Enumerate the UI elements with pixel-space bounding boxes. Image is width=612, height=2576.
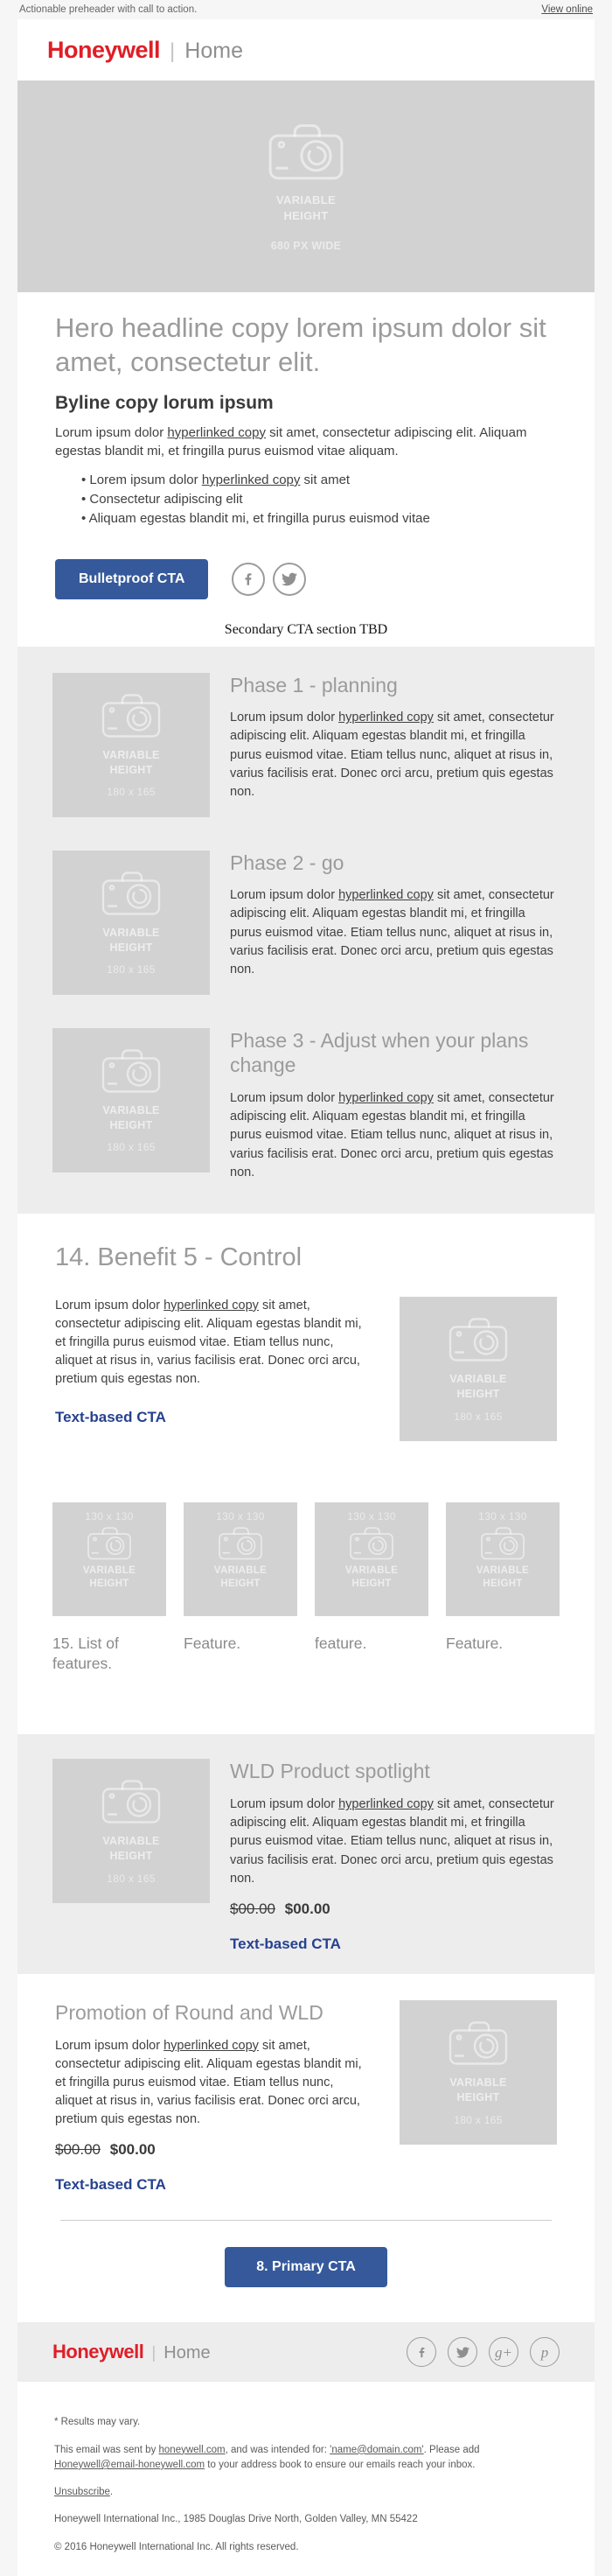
hero-byline: Byline copy lorum ipsum — [55, 392, 274, 413]
phase-title: Phase 2 - go — [230, 850, 344, 874]
features-section — [17, 1502, 595, 1735]
feature-caption: 15. List of features. — [52, 1634, 119, 1672]
legal-text: , and was intended for: — [225, 2444, 330, 2455]
camera-icon — [217, 1525, 264, 1561]
bullet-text: Aliquam egestas blandit mi, et fringilla purus euismod vitae — [88, 511, 430, 527]
hero-intro-paragraph — [55, 424, 557, 462]
bulletproof-cta-button[interactable]: Bulletproof CTA — [55, 559, 208, 599]
hyperlinked-copy-link[interactable]: hyperlinked copy — [163, 2038, 259, 2053]
phase-body — [230, 850, 560, 995]
sender-email-link[interactable]: Honeywell@email-honeywell.com — [54, 2459, 205, 2470]
bullet-item — [81, 471, 557, 490]
camera-icon — [447, 1315, 510, 1363]
thumb-size-label: 130 x 130 — [478, 1509, 527, 1522]
thumb-size-label: 130 x 130 — [85, 1509, 134, 1522]
hero-social-icons — [232, 563, 306, 596]
feature-thumbs-row — [52, 1502, 560, 1616]
bullet-list — [81, 471, 557, 529]
image-size-label: 180 x 165 — [107, 1872, 156, 1886]
body-text: sit amet, consectetur adipiscing elit. Aliquam egestas blandit mi, et fringilla purus euismod vitae. Etiam tellus nunc, aliquet at risus in, varius facilisis erat. Donec orci arcu, pretium quis egestas non. — [230, 888, 554, 976]
phase-image-placeholder — [52, 850, 210, 995]
feature-captions-row — [52, 1634, 560, 1735]
body-text: sit amet, consectetur adipiscing elit. Aliquam egestas blandit mi, et fringilla purus euismod vitae. Etiam tellus nunc, aliquet at risus in, varius facilisis erat. Donec orci arcu, pretium quis egestas non. — [230, 1091, 554, 1180]
honeywell-com-link[interactable]: honeywell.com — [158, 2444, 226, 2455]
unsubscribe-line — [54, 2485, 558, 2500]
phase-title: Phase 3 - Adjust when your plans change — [230, 1028, 529, 1077]
home-wordmark: Home — [184, 38, 243, 63]
intro-text: Lorum ipsum dolor — [55, 424, 168, 440]
bullet-item — [81, 509, 557, 528]
brand-divider: | — [151, 2344, 156, 2363]
footer-honeywell-home-logo[interactable] — [52, 2341, 211, 2363]
promotion-section — [17, 1974, 595, 2306]
promotion-image-placeholder — [400, 2000, 557, 2145]
section-divider — [60, 2220, 552, 2221]
intro-text: sit amet, consectetur adipiscing elit. Aliquam egestas blandit mi, et fringilla purus euismod vitae aliquam. — [55, 424, 527, 459]
bullet-text: sit amet — [300, 472, 351, 487]
text-based-cta-link[interactable]: Text-based CTA — [230, 1935, 341, 1952]
bullet-text: Consectetur adipiscing elit — [89, 492, 243, 508]
new-price: $00.00 — [284, 1900, 330, 1917]
facebook-icon[interactable] — [407, 2337, 436, 2367]
camera-icon — [100, 1777, 163, 1825]
twitter-icon[interactable] — [273, 563, 306, 596]
camera-icon — [100, 691, 163, 739]
pinterest-icon[interactable]: p — [530, 2337, 560, 2367]
thumb-size-label: 130 x 130 — [216, 1509, 265, 1522]
old-price: $00.00 — [55, 2141, 101, 2159]
body-text: Lorum ipsum dolor — [230, 888, 339, 903]
hero-cta-row — [55, 559, 557, 599]
unsubscribe-link[interactable]: Unsubscribe — [54, 2487, 110, 2498]
body-text: Lorum ipsum dolor — [230, 1091, 339, 1106]
variable-height-label: VARIABLE HEIGHT — [82, 1564, 136, 1590]
image-width-label: 680 PX WIDE — [270, 239, 342, 252]
hyperlinked-copy-link[interactable]: hyperlinked copy — [163, 1298, 259, 1312]
email-container — [17, 19, 595, 2576]
variable-height-label: VARIABLE HEIGHT — [102, 926, 160, 954]
body-text: sit amet, consectetur adipiscing elit. Aliquam egestas blandit mi, et fringilla purus euismod vitae. Etiam tellus nunc, aliquet at risus in, varius facilisis erat. Donec orci arcu, pretium quis egestas non. — [55, 2038, 362, 2127]
phase-paragraph — [230, 1089, 560, 1182]
variable-height-label: VARIABLE HEIGHT — [449, 2076, 507, 2104]
phase-image-placeholder — [52, 1028, 210, 1172]
benefit-body — [55, 1297, 373, 1441]
bullet-item — [81, 490, 557, 509]
hyperlinked-copy-link[interactable]: hyperlinked copy — [167, 424, 266, 440]
image-size-label: 180 x 165 — [107, 786, 156, 799]
body-text: Lorum ipsum dolor — [230, 710, 339, 725]
legal-text: . — [109, 2487, 114, 2498]
spotlight-section — [17, 1734, 595, 1974]
benefit-paragraph — [55, 1297, 373, 1390]
camera-icon — [447, 2019, 510, 2067]
hero-copy-section — [17, 292, 595, 601]
benefit-image-placeholder — [400, 1297, 557, 1441]
image-size-label: 180 x 165 — [107, 1141, 156, 1154]
camera-icon — [266, 121, 346, 182]
promotion-title: Promotion of Round and WLD — [55, 2000, 323, 2024]
legal-text: . Please add — [423, 2444, 480, 2455]
googleplus-icon[interactable]: g+ — [489, 2337, 518, 2367]
variable-height-label: VARIABLE HEIGHT — [449, 1372, 507, 1400]
promotion-price — [55, 2141, 373, 2159]
camera-icon — [479, 1525, 526, 1561]
variable-height-label: VARIABLE HEIGHT — [102, 748, 160, 776]
camera-icon — [348, 1525, 395, 1561]
legal-footer — [17, 2382, 595, 2576]
image-size-label: 180 x 165 — [454, 1410, 503, 1423]
body-text: Lorum ipsum dolor — [55, 2038, 164, 2053]
disclaimer-note: * Results may vary. — [54, 2417, 141, 2428]
logo-header — [17, 19, 595, 80]
body-text: Lorum ipsum dolor — [55, 1298, 164, 1312]
view-online-link[interactable]: View online — [541, 4, 593, 15]
image-size-label: 180 x 165 — [454, 2113, 503, 2126]
feature-thumb-placeholder — [315, 1502, 428, 1616]
camera-icon — [100, 1046, 163, 1095]
phase-paragraph — [230, 709, 560, 802]
phase-image-placeholder — [52, 673, 210, 817]
phase-row — [52, 673, 560, 817]
thumb-size-label: 130 x 130 — [347, 1509, 396, 1522]
variable-height-label: VARIABLE HEIGHT — [213, 1564, 268, 1590]
variable-height-label: VARIABLE HEIGHT — [344, 1564, 399, 1590]
phase-row — [52, 1028, 560, 1182]
footer-social-icons — [407, 2337, 560, 2367]
facebook-icon[interactable] — [232, 563, 265, 596]
spotlight-body — [230, 1759, 560, 1953]
feature-thumb-placeholder — [184, 1502, 297, 1616]
new-price: $00.00 — [109, 2141, 156, 2159]
camera-icon — [100, 869, 163, 917]
preheader — [0, 0, 612, 19]
sent-info — [54, 2443, 558, 2474]
benefit-section — [17, 1214, 595, 1441]
address-line: Honeywell International Inc., 1985 Douglas Drive North, Golden Valley, MN 55422 — [54, 2514, 418, 2525]
variable-height-label: VARIABLE HEIGHT — [102, 1103, 160, 1131]
image-size-label: 180 x 165 — [107, 963, 156, 976]
feature-caption: Feature. — [184, 1634, 241, 1652]
phase-paragraph — [230, 886, 560, 979]
old-price: $00.00 — [230, 1900, 275, 1917]
feature-thumb-placeholder — [446, 1502, 560, 1616]
hero-headline: Hero headline copy lorem ipsum dolor sit amet, consectetur elit. — [55, 312, 546, 377]
primary-cta-row — [55, 2247, 557, 2287]
benefit-heading: 14. Benefit 5 - Control — [55, 1242, 303, 1271]
phase-title: Phase 1 - planning — [230, 673, 398, 696]
footer-bar — [17, 2322, 595, 2382]
home-wordmark: Home — [163, 2343, 211, 2363]
hyperlinked-copy-link[interactable]: hyperlinked copy — [338, 888, 434, 903]
hyperlinked-copy-link[interactable]: hyperlinked copy — [201, 472, 301, 487]
preheader-text: Actionable preheader with call to action. — [19, 4, 198, 15]
hyperlinked-copy-link[interactable]: hyperlinked copy — [338, 1797, 434, 1812]
hyperlinked-copy-link[interactable]: hyperlinked copy — [338, 1091, 434, 1106]
variable-height-label: VARIABLE HEIGHT — [102, 1835, 160, 1863]
body-text: Lorum ipsum dolor — [230, 1797, 339, 1812]
honeywell-wordmark: Honeywell — [52, 2341, 144, 2363]
camera-icon — [86, 1525, 133, 1561]
feature-caption: Feature. — [446, 1634, 504, 1652]
spotlight-title: WLD Product spotlight — [230, 1760, 430, 1783]
hero-image-placeholder — [17, 80, 595, 292]
feature-thumb-placeholder — [52, 1502, 166, 1616]
body-text: sit amet, consectetur adipiscing elit. Aliquam egestas blandit mi, et fringilla purus euismod vitae. Etiam tellus nunc, aliquet at risus in, varius facilisis erat. Donec orci arcu, pretium quis egestas non. — [55, 1298, 362, 1387]
phase-body — [230, 673, 560, 817]
promotion-body — [55, 2000, 373, 2194]
text-based-cta-link[interactable]: Text-based CTA — [55, 2176, 166, 2194]
spotlight-price — [230, 1900, 560, 1918]
copyright-line: © 2016 Honeywell International Inc. All rights reserved. — [54, 2541, 299, 2552]
honeywell-home-logo[interactable] — [47, 37, 243, 64]
honeywell-wordmark: Honeywell — [47, 36, 161, 63]
twitter-icon[interactable] — [448, 2337, 477, 2367]
phase-row — [52, 850, 560, 995]
phase-body — [230, 1028, 560, 1182]
spotlight-row — [52, 1759, 560, 1953]
spotlight-image-placeholder — [52, 1759, 210, 1903]
promotion-row — [55, 2000, 557, 2194]
feature-caption: feature. — [315, 1634, 367, 1652]
hyperlinked-copy-link[interactable]: hyperlinked copy — [338, 710, 434, 725]
legal-text: This email was sent by — [54, 2444, 159, 2455]
variable-height-label: VARIABLE HEIGHT — [476, 1564, 530, 1590]
benefit-row — [55, 1297, 557, 1441]
legal-text: to your address book to ensure our emails reach your inbox. — [205, 2459, 476, 2470]
primary-cta-button[interactable]: 8. Primary CTA — [225, 2247, 387, 2287]
body-text: sit amet, consectetur adipiscing elit. Aliquam egestas blandit mi, et fringilla purus euismod vitae. Etiam tellus nunc, aliquet at risus in, varius facilisis erat. Donec orci arcu, pretium quis egestas non. — [230, 1797, 554, 1886]
variable-height-label: VARIABLE HEIGHT — [276, 193, 336, 222]
secondary-cta-note: Secondary CTA section TBD — [224, 621, 388, 637]
bullet-text: Lorem ipsum dolor — [89, 472, 202, 487]
brand-divider: | — [170, 38, 176, 63]
promotion-paragraph — [55, 2037, 373, 2130]
text-based-cta-link[interactable]: Text-based CTA — [55, 1408, 166, 1425]
recipient-email-link[interactable]: 'name@domain.com' — [330, 2444, 424, 2455]
spotlight-paragraph — [230, 1796, 560, 1888]
body-text: sit amet, consectetur adipiscing elit. Aliquam egestas blandit mi, et fringilla purus euismod vitae. Etiam tellus nunc, aliquet at risus in, varius facilisis erat. Donec orci arcu, pretium quis egestas non. — [230, 710, 554, 799]
phases-section — [17, 647, 595, 1214]
